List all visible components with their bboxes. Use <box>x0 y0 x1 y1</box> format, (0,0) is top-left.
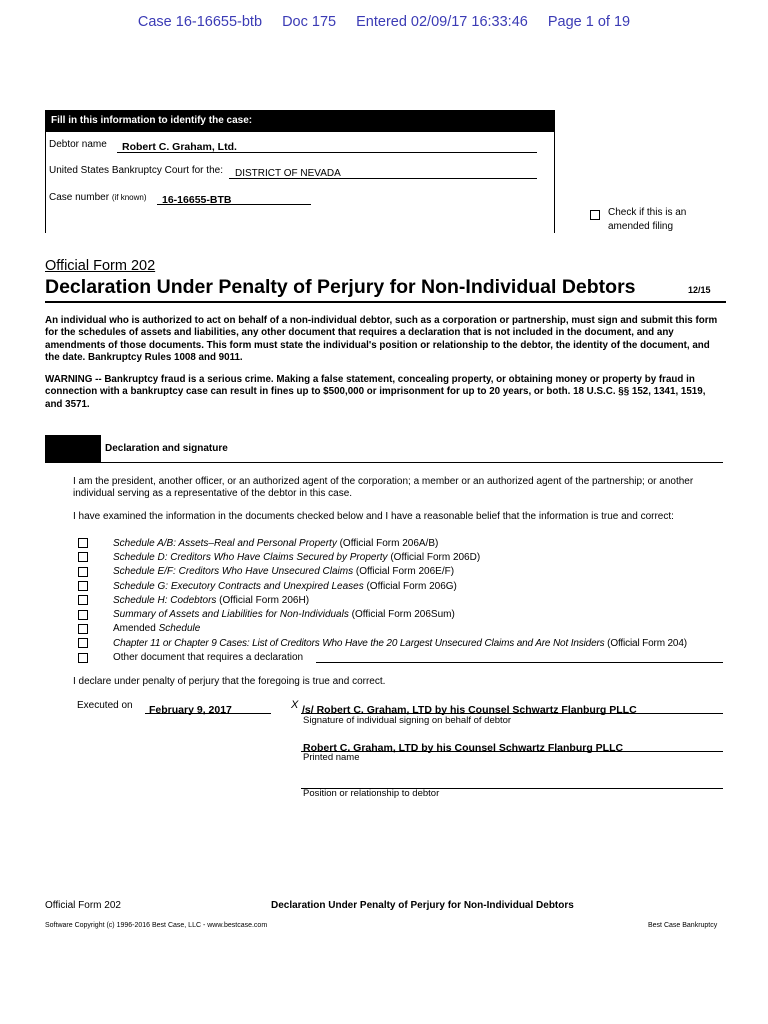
debtor-name-value: Robert C. Graham, Ltd. <box>122 141 237 153</box>
signature-x-mark: X <box>291 699 299 711</box>
section-rule <box>45 462 723 463</box>
case-id: Case 16-16655-btb <box>137 14 263 30</box>
debtor-name-field[interactable] <box>117 137 537 153</box>
doc-number: Doc 175 <box>282 14 337 30</box>
title-rule <box>45 301 726 303</box>
footer-title: Declaration Under Penalty of Perjury for Non-Individual Debtors <box>271 900 574 911</box>
amended-checkbox[interactable] <box>590 207 600 225</box>
checklist-item: Other document that requires a declaration <box>78 650 718 664</box>
section-title: Declaration and signature <box>105 443 228 454</box>
checkbox[interactable] <box>78 552 88 562</box>
signature-caption: Signature of individual signing on behalf of debtor <box>303 715 512 726</box>
form-title: Declaration Under Penalty of Perjury for Non-Individual Debtors <box>45 276 636 298</box>
amended-label: Check if this is an amended filing <box>608 207 687 232</box>
checklist-item: Schedule D: Creditors Who Have Claims Secured by Property (Official Form 206D) <box>78 550 718 564</box>
checklist-item: Schedule G: Executory Contracts and Unexpired Leases (Official Form 206G) <box>78 579 718 593</box>
intro-paragraph: An individual who is authorized to act on behalf of a non-individual debtor, such as a corporation or partnership, must sign and submit this form for the schedules of assets and liabilities, any other document that requires a declaration that is not included in the document, and any amendments of those documents. This form must state the individual's position or relationship to the debtor, the identity of the document, and the date. Bankruptcy Rules 1008 and 9011. <box>45 315 718 363</box>
section-marker <box>45 435 101 463</box>
footer-form-number: Official Form 202 <box>45 900 121 911</box>
checklist-item: Chapter 11 or Chapter 9 Cases: List of Creditors Who Have the 20 Largest Unsecured Claims and Are Not Insiders (Official Form 204) <box>78 636 718 650</box>
executed-label: Executed on <box>77 700 133 711</box>
printed-name-caption: Printed name <box>303 752 360 763</box>
court-label: United States Bankruptcy Court for the: <box>49 165 223 176</box>
checkbox[interactable] <box>78 567 88 577</box>
footer-brand: Best Case Bankruptcy <box>648 922 718 929</box>
examined-statement: I have examined the information in the documents checked below and I have a reasonable belief that the information is true and correct: <box>73 511 674 522</box>
identify-heading: Fill in this information to identify the case: <box>45 110 554 132</box>
form-number: Official Form 202 <box>45 258 156 274</box>
checkbox[interactable] <box>78 624 88 634</box>
checklist-item: Schedule E/F: Creditors Who Have Unsecured Claims (Official Form 206E/F) <box>78 565 718 579</box>
checklist-item: Summary of Assets and Liabilities for Non-Individuals (Official Form 206Sum) <box>78 607 718 621</box>
printed-name-field[interactable] <box>301 738 723 752</box>
debtor-name-label: Debtor name <box>49 139 107 150</box>
signature-value: /s/ Robert C. Graham, LTD by his Counsel Schwartz Flanburg PLLC <box>302 704 637 716</box>
entered-timestamp: Entered 02/09/17 16:33:46 <box>356 14 528 30</box>
document-checklist <box>78 536 718 665</box>
checkbox[interactable] <box>78 610 88 620</box>
checkbox[interactable] <box>78 538 88 548</box>
checkbox[interactable] <box>78 638 88 648</box>
case-number-value: 16-16655-BTB <box>162 194 232 206</box>
executed-date-field[interactable] <box>145 700 271 714</box>
warning-paragraph: WARNING -- Bankruptcy fraud is a serious crime. Making a false statement, concealing property, or obtaining money or property by fraud in connection with a bankruptcy case can result in fines up to $500,000 or imprisonment for up to 20 years, or both. 18 U.S.C. §§ 152, 1341, 1519, and 3571. <box>45 374 706 410</box>
checklist-item: Schedule A/B: Assets–Real and Personal Property (Official Form 206A/B) <box>78 536 718 550</box>
signature-field[interactable] <box>301 700 723 714</box>
other-document-field[interactable] <box>316 662 723 663</box>
checklist-item: Amended Schedule <box>78 622 718 636</box>
case-number-label: Case number (if known) <box>49 192 147 203</box>
checkbox[interactable] <box>78 595 88 605</box>
court-field[interactable] <box>229 163 537 179</box>
executed-date-value: February 9, 2017 <box>149 704 232 716</box>
page-indicator: Page 1 of 19 <box>547 14 631 30</box>
court-value: DISTRICT OF NEVADA <box>235 168 341 179</box>
authority-statement: I am the president, another officer, or an authorized agent of the corporation; a member or an authorized agent of the partnership; or another individual serving as a representative of the debtor in this case. <box>73 476 694 499</box>
checkbox[interactable] <box>78 653 88 663</box>
perjury-declaration: I declare under penalty of perjury that the foregoing is true and correct. <box>73 676 386 687</box>
case-header <box>0 14 768 30</box>
footer-copyright: Software Copyright (c) 1996-2016 Best Case, LLC - www.bestcase.com <box>45 922 268 929</box>
printed-name-value: Robert C. Graham, LTD by his Counsel Schwartz Flanburg PLLC <box>303 742 624 754</box>
case-number-field[interactable] <box>157 190 311 205</box>
form-version: 12/15 <box>688 285 711 295</box>
position-caption: Position or relationship to debtor <box>303 788 440 799</box>
checkbox[interactable] <box>78 581 88 591</box>
checklist-item: Schedule H: Codebtors (Official Form 206H) <box>78 593 718 607</box>
